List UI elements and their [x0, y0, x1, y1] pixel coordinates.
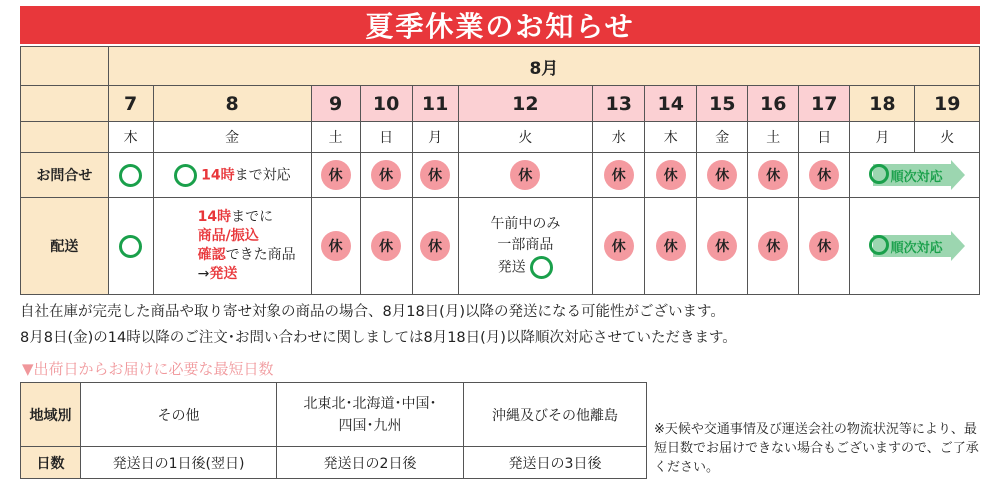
cutoff-text: まで対応 [234, 167, 291, 183]
closed-badge: 休 [321, 231, 351, 261]
corner-cell [21, 47, 109, 86]
open-circle-icon [174, 164, 197, 187]
day-of-week: 火 [915, 122, 980, 153]
closed-badge: 休 [371, 231, 401, 261]
disclaimer-text: ※天候や交通事情及び運送会社の物流状況等により、最短日数でお届けできない場合もございますので、ご了承ください。 [654, 422, 979, 475]
day-of-week: 月 [412, 122, 458, 153]
closed-cell [697, 198, 748, 295]
day-number: 19 [915, 86, 980, 122]
closed-badge: 休 [604, 231, 634, 261]
closed-badge: 休 [604, 160, 634, 190]
day-of-week: 日 [799, 122, 850, 153]
open-circle-icon [869, 164, 889, 184]
arrow-right-icon: → [197, 266, 210, 282]
closed-badge: 休 [420, 231, 450, 261]
shipping-heading: ▼出荷日からお届けに必要な最短日数 [22, 360, 274, 378]
corner-cell [21, 86, 109, 122]
open-circle-icon [530, 256, 553, 279]
day-number: 9 [311, 86, 360, 122]
closed-cell [697, 153, 748, 198]
open-circle-icon [119, 164, 142, 187]
day-of-week: 月 [850, 122, 915, 153]
day-of-week: 金 [153, 122, 311, 153]
ship-text: 発送 [209, 266, 238, 282]
region-cell: 北東北･北海道･中国･ 四国･九州 [277, 383, 464, 447]
closed-cell [799, 198, 850, 295]
partial-cell [458, 198, 593, 295]
note-line-1: 自社在庫が完売した商品や取り寄せ対象の商品の場合、8月18日(月)以降の発送になる可能性がございます。 [20, 304, 725, 320]
closed-badge: 休 [707, 160, 737, 190]
closed-badge: 休 [809, 160, 839, 190]
shipping-days-table [20, 382, 647, 479]
open-cell [108, 198, 153, 295]
resume-text: 順次対応 [890, 241, 943, 256]
closed-badge: 休 [809, 231, 839, 261]
day-of-week: 火 [458, 122, 593, 153]
open-cell [153, 153, 311, 198]
month-header: 8月 [108, 47, 979, 86]
days-cell: 発送日の2日後 [277, 447, 464, 479]
day-number: 7 [108, 86, 153, 122]
closed-badge: 休 [758, 160, 788, 190]
days-cell: 発送日の1日後(翌日) [81, 447, 277, 479]
day-of-week: 日 [360, 122, 412, 153]
resume-arrow [865, 231, 965, 261]
day-of-week: 水 [593, 122, 645, 153]
closed-cell [645, 153, 697, 198]
closed-cell [458, 153, 593, 198]
open-circle-icon [119, 235, 142, 258]
day-of-week: 土 [311, 122, 360, 153]
corner-cell [21, 122, 109, 153]
cutoff-condition: 商品/振込 [197, 228, 259, 244]
closed-badge: 休 [510, 160, 540, 190]
cutoff-cell [153, 198, 311, 295]
day-of-week: 木 [645, 122, 697, 153]
closed-cell [593, 198, 645, 295]
day-number: 16 [748, 86, 799, 122]
closed-badge: 休 [656, 231, 686, 261]
partial-text: 発送 [497, 259, 526, 275]
closed-cell [412, 198, 458, 295]
open-circle-icon [869, 235, 889, 255]
resume-cell [850, 198, 980, 295]
day-of-week: 木 [108, 122, 153, 153]
cutoff-time: 14時 [197, 209, 232, 225]
closed-cell [311, 153, 360, 198]
day-number: 17 [799, 86, 850, 122]
arrow-right-icon [951, 160, 965, 190]
resume-text: 順次対応 [890, 170, 943, 185]
closed-badge: 休 [656, 160, 686, 190]
inquiry-row-label: お問合せ [21, 153, 109, 198]
closed-cell [799, 153, 850, 198]
holiday-calendar [20, 46, 980, 295]
cutoff-text: までに [231, 209, 274, 225]
delivery-row-label: 配送 [21, 198, 109, 295]
day-number: 12 [458, 86, 593, 122]
closed-cell [748, 153, 799, 198]
partial-text: 午前中のみ [490, 215, 561, 232]
closed-cell [748, 198, 799, 295]
day-number: 10 [360, 86, 412, 122]
region-cell: 沖縄及びその他離島 [464, 383, 647, 447]
closed-cell [360, 153, 412, 198]
arrow-right-icon [951, 231, 965, 261]
cutoff-condition: 確認 [197, 247, 226, 263]
page-title: 夏季休業のお知らせ [20, 6, 980, 44]
closed-cell [360, 198, 412, 295]
open-cell [108, 153, 153, 198]
closed-cell [412, 153, 458, 198]
day-of-week: 金 [697, 122, 748, 153]
closed-cell [645, 198, 697, 295]
day-number: 15 [697, 86, 748, 122]
cutoff-text: できた商品 [225, 247, 296, 263]
days-label: 日数 [21, 447, 81, 479]
cutoff-time: 14時 [201, 167, 235, 183]
region-label: 地域別 [21, 383, 81, 447]
day-number: 18 [850, 86, 915, 122]
days-cell: 発送日の3日後 [464, 447, 647, 479]
day-number: 14 [645, 86, 697, 122]
day-number: 13 [593, 86, 645, 122]
day-number: 11 [412, 86, 458, 122]
partial-text: 一部商品 [497, 236, 554, 253]
closed-cell [311, 198, 360, 295]
closed-cell [593, 153, 645, 198]
closed-badge: 休 [371, 160, 401, 190]
resume-cell [850, 153, 980, 198]
note-line-2: 8月8日(金)の14時以降のご注文･お問い合わせに関しましては8月18日(月)以降順次対応させていただきます。 [20, 330, 737, 346]
resume-arrow [865, 160, 965, 190]
closed-badge: 休 [758, 231, 788, 261]
day-number: 8 [153, 86, 311, 122]
closed-badge: 休 [321, 160, 351, 190]
closed-badge: 休 [707, 231, 737, 261]
region-cell: その他 [81, 383, 277, 447]
closed-badge: 休 [420, 160, 450, 190]
day-of-week: 土 [748, 122, 799, 153]
